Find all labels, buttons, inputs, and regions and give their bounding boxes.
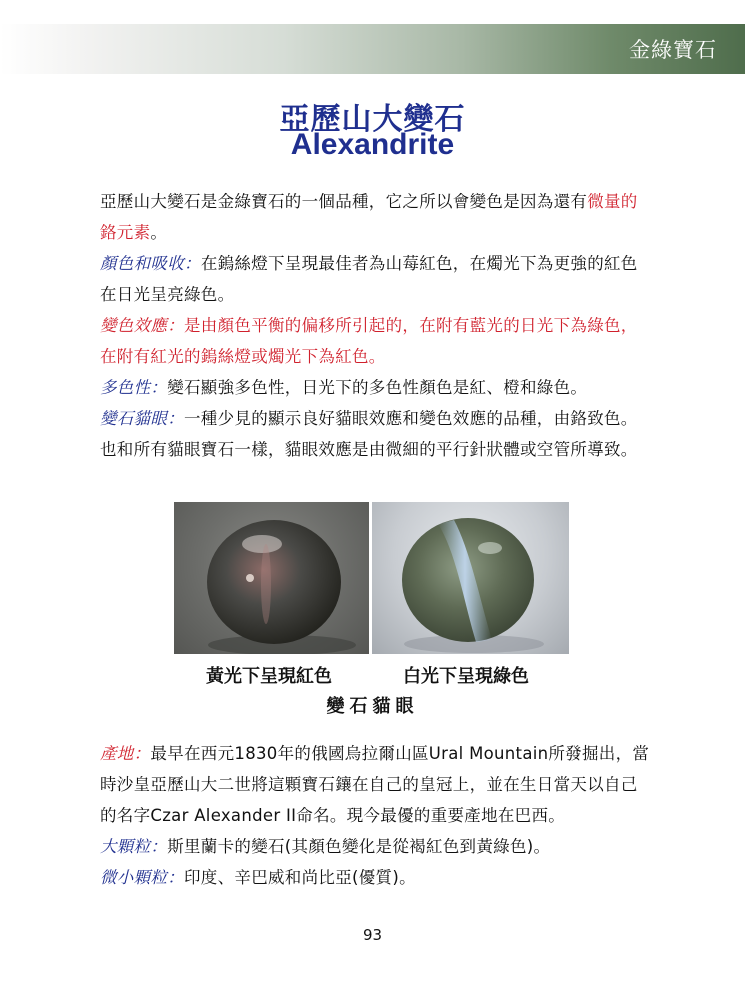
origin-text: 最早在西元1830年的俄國烏拉爾山區Ural Mountain所發掘出，當時沙皇亞歷山大二世將這顆寶石鑲在自己的皇冠上，並在生日當天以自己的名字Czar Alexander II命名。現今最優的重要產地在巴西。 — [100, 744, 650, 825]
small-size-paragraph — [100, 862, 650, 893]
large-size-text: 斯里蘭卡的變石(其顏色變化是從褐紅色到黃綠色)。 — [167, 837, 551, 856]
photo-captions — [0, 662, 745, 688]
page-number: 93 — [362, 926, 383, 944]
origin-block — [100, 738, 650, 893]
pleochroism-label: 多色性： — [100, 378, 168, 397]
color-change-text: 是由顏色平衡的偏移所引起的，在附有藍光的日光下為綠色，在附有紅光的鎢絲燈或燭光下為紅色。 — [100, 316, 638, 366]
header-banner — [0, 24, 745, 74]
page-title-english: Alexandrite — [290, 128, 455, 161]
large-size-paragraph — [100, 831, 650, 862]
caption-white-light: 白光下呈現綠色 — [403, 666, 529, 687]
color-absorption-label: 顏色和吸收： — [100, 254, 201, 273]
red-cats-eye-gem-image — [174, 502, 369, 654]
small-size-label: 微小顆粒： — [100, 868, 184, 887]
chapter-title: 金綠寶石 — [629, 38, 717, 62]
cats-eye-label: 變石貓眼： — [100, 409, 184, 428]
gem-photo-white-light — [372, 502, 569, 654]
color-absorption-paragraph — [100, 248, 650, 310]
large-size-label: 大顆粒： — [100, 837, 168, 856]
page-title-chinese: 亞歷山大變石 — [279, 102, 466, 137]
figure-caption: 變石貓眼 — [326, 696, 419, 717]
small-size-text: 印度、辛巴威和尚比亞(優質)。 — [184, 868, 416, 887]
color-change-paragraph — [100, 310, 650, 372]
intro-highlight: 微量的鉻元素 — [100, 192, 638, 242]
intro-text: 亞歷山大變石是金綠寶石的一個品種，它之所以會變色是因為還有 — [100, 192, 588, 211]
gem-photo-pair — [174, 502, 569, 654]
green-cats-eye-gem-image — [372, 502, 569, 654]
color-absorption-text: 在鎢絲燈下呈現最佳者為山莓紅色，在燭光下為更強的紅色在日光呈亮綠色。 — [100, 254, 638, 304]
color-change-label: 變色效應： — [100, 316, 184, 335]
caption-yellow-light: 黃光下呈現紅色 — [206, 666, 332, 687]
cats-eye-text: 一種少見的顯示良好貓眼效應和變色效應的品種，由鉻致色。也和所有貓眼寶石一樣，貓眼效應是由微細的平行針狀體或空管所導致。 — [100, 409, 638, 459]
intro-end: 。 — [150, 223, 168, 242]
cats-eye-paragraph — [100, 403, 650, 465]
intro-paragraph — [100, 186, 650, 248]
description-block — [100, 186, 650, 465]
origin-paragraph — [100, 738, 650, 831]
pleochroism-text: 變石顯強多色性，日光下的多色性顏色是紅、橙和綠色。 — [167, 378, 588, 397]
gem-photo-yellow-light — [174, 502, 369, 654]
origin-label: 產地： — [100, 744, 151, 763]
pleochroism-paragraph — [100, 372, 650, 403]
